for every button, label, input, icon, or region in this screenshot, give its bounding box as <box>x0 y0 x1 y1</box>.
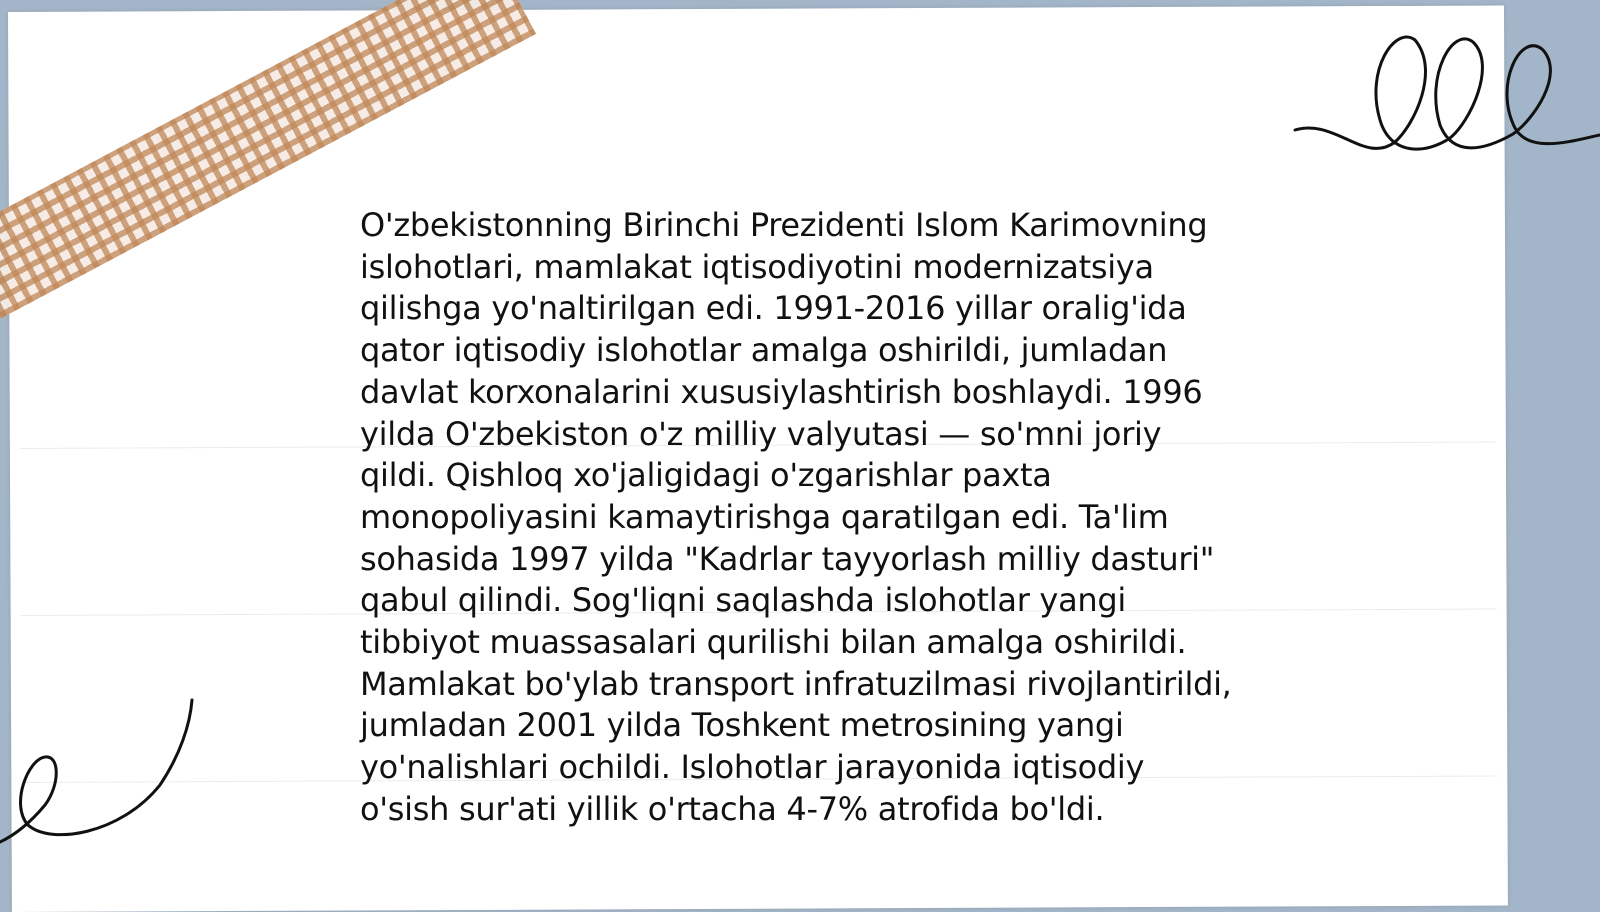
slide-paragraph: O'zbekistonning Birinchi Prezidenti Islom Karimovning islohotlari, mamlakat iqtisodiyotini modernizatsiya qilishga yo'naltirilgan edi. 1991-2016 yillar oralig'ida qator iqtisodiy islohotlar amalga oshirildi, jumladan davlat korxonalarini xususiylashtirish boshlaydi. 1996 yilda O'zbekiston o'z milliy valyutasi — so'mni joriy qildi. Qishloq xo'jaligidagi o'zgarishlar paxta monopoliyasini kamaytirishga qaratilgan edi. Ta'lim sohasida 1997 yilda "Kadrlar tayyorlash milliy dasturi" qabul qilindi. Sog'liqni saqlashda islohotlar yangi tibbiyot muassasalari qurilishi bilan amalga oshirildi. Mamlakat bo'ylab transport infratuzilmasi rivojlantirildi, jumladan 2001 yilda Toshkent metrosining yangi yo'nalishlari ochildi. Islohotlar jarayonida iqtisodiy o'sish sur'ati yillik o'rtacha 4-7% atrofida bo'ldi. <box>360 206 1232 828</box>
scribble-doodle-icon <box>0 695 200 855</box>
loop-doodle-icon <box>1265 30 1600 170</box>
